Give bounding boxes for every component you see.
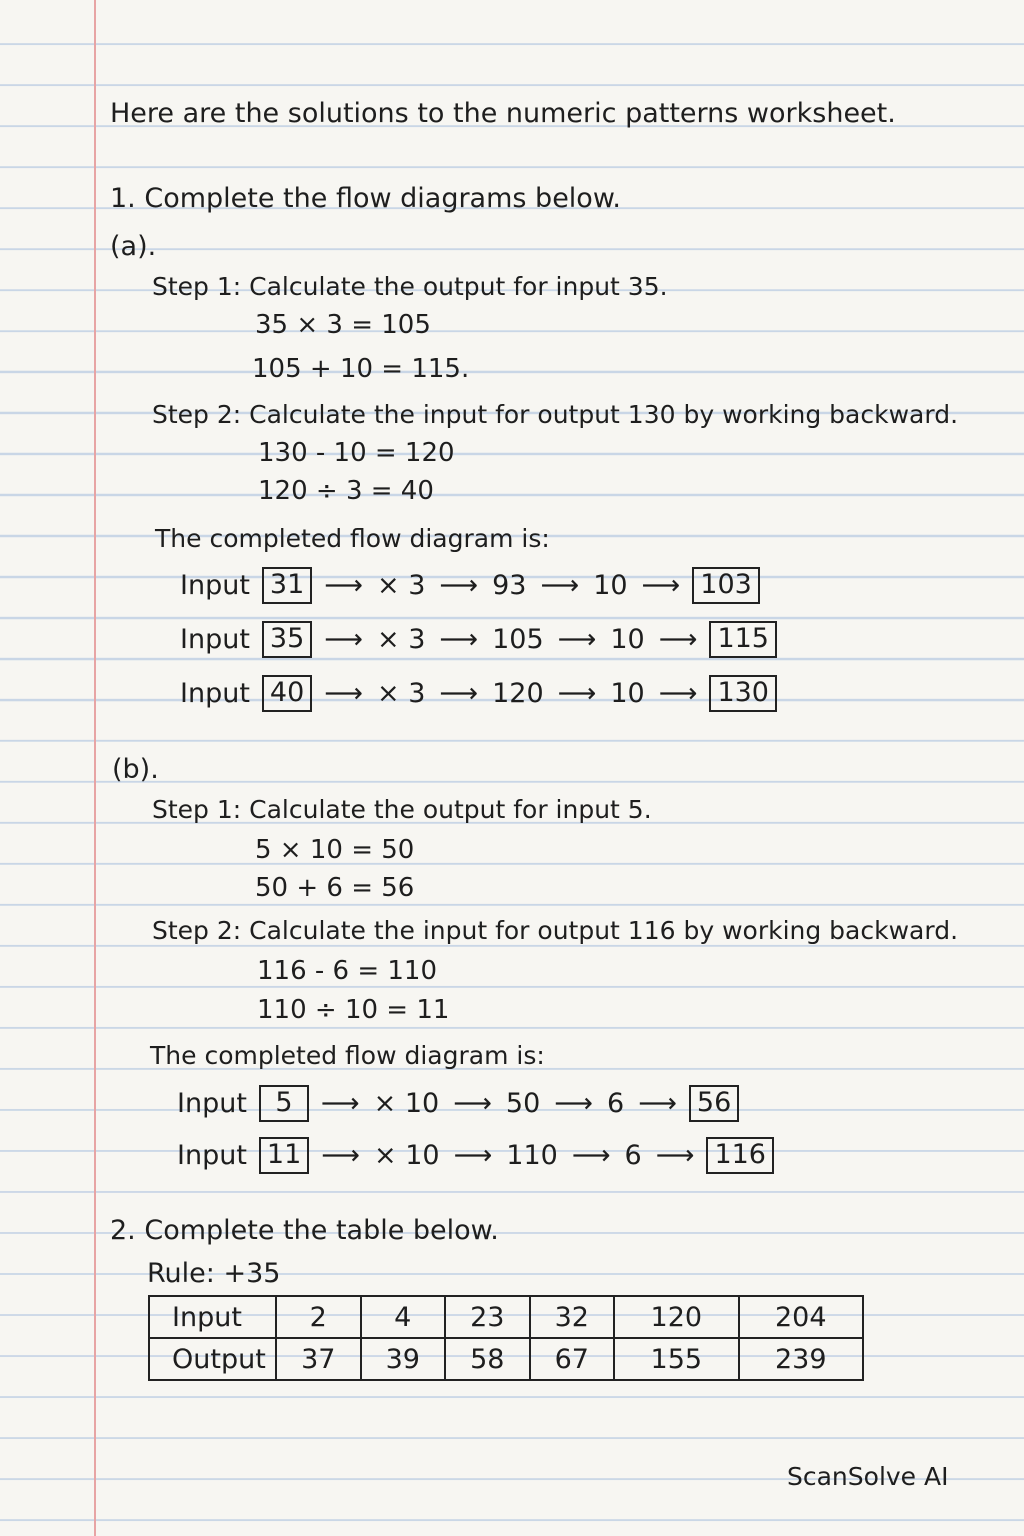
addend-value: 10 [610,624,645,656]
arrow-icon: ⟶ [439,570,479,602]
arrow-icon: ⟶ [658,624,698,656]
output-box: 116 [706,1137,774,1174]
arrow-icon: ⟶ [571,1140,611,1172]
part-b-label: (b). [112,754,159,785]
part-b-step-1: Step 1: Calculate the output for input 5. [152,795,652,824]
table-cell: 39 [361,1338,446,1380]
arrow-icon: ⟶ [453,1140,493,1172]
part-b-step-2-equation: 116 - 6 = 110 [257,956,438,986]
part-b-diagram-label: The completed flow diagram is: [150,1041,545,1070]
intermediate-value: 105 [492,624,544,656]
arrow-icon: ⟶ [324,678,363,710]
input-label: Input [177,1088,247,1120]
arrow-icon: ⟶ [324,570,363,602]
table-header-cell: Input [149,1296,276,1338]
part-a-step-1-equation: 105 + 10 = 115. [252,354,470,384]
table-cell: 32 [530,1296,615,1338]
question-1-title: 1. Complete the flow diagrams below. [110,183,622,214]
table-cell: 2 [276,1296,361,1338]
flow-row [180,675,777,712]
part-a-step-2-equation: 120 ÷ 3 = 40 [258,476,434,506]
addend-value: 10 [610,678,645,710]
table-cell: 23 [445,1296,530,1338]
table-header-cell: Output [149,1338,276,1380]
part-a-label: (a). [110,231,157,262]
arrow-icon: ⟶ [638,1088,677,1120]
input-box: 11 [259,1137,309,1174]
intermediate-value: 93 [492,570,527,602]
pattern-table [148,1295,864,1381]
arrow-icon: ⟶ [554,1088,593,1120]
part-a-step-1: Step 1: Calculate the output for input 35. [152,272,668,301]
notebook-margin-line [94,0,96,1536]
table-cell: 67 [530,1338,615,1380]
rule-text: Rule: +35 [147,1258,281,1289]
flow-row [180,621,777,658]
part-b-step-2-equation: 110 ÷ 10 = 11 [257,995,450,1025]
input-box: 31 [262,567,312,604]
intro-text: Here are the solutions to the numeric patterns worksheet. [110,98,896,129]
table-cell: 204 [739,1296,863,1338]
part-a-step-2-equation: 130 - 10 = 120 [258,438,455,468]
input-box: 40 [262,675,312,712]
part-b-step-2: Step 2: Calculate the input for output 116 by working backward. [152,916,959,945]
table-cell: 239 [739,1338,863,1380]
arrow-icon: ⟶ [439,678,479,710]
operation-text: × 10 [374,1140,440,1172]
intermediate-value: 110 [506,1140,558,1172]
table-cell: 4 [361,1296,446,1338]
part-b-step-1-equation: 50 + 6 = 56 [255,873,415,903]
question-2-title: 2. Complete the table below. [110,1215,499,1246]
table-cell: 155 [614,1338,738,1380]
input-label: Input [180,678,250,710]
table-cell: 58 [445,1338,530,1380]
input-label: Input [180,624,250,656]
part-a-diagram-label: The completed flow diagram is: [155,524,550,553]
arrow-icon: ⟶ [557,624,597,656]
table-row [149,1296,863,1338]
intermediate-value: 50 [505,1088,541,1120]
arrow-icon: ⟶ [540,570,580,602]
arrow-icon: ⟶ [321,1140,360,1172]
part-b-step-1-equation: 5 × 10 = 50 [255,835,415,865]
table-row [149,1338,863,1380]
intermediate-value: 120 [492,678,544,710]
arrow-icon: ⟶ [439,624,479,656]
arrow-icon: ⟶ [557,678,597,710]
part-a-step-2: Step 2: Calculate the input for output 130 by working backward. [152,400,959,429]
addend-value: 10 [593,570,628,602]
arrow-icon: ⟶ [324,624,363,656]
table-cell: 120 [614,1296,738,1338]
flow-row [177,1085,739,1122]
part-a-step-1-equation: 35 × 3 = 105 [255,310,431,340]
input-box: 35 [262,621,312,658]
input-box: 5 [259,1085,309,1122]
output-box: 103 [692,567,760,604]
flow-row [180,567,760,604]
arrow-icon: ⟶ [655,1140,695,1172]
operation-text: × 10 [373,1088,440,1120]
output-box: 115 [709,621,777,658]
input-label: Input [180,570,250,602]
addend-value: 6 [607,1088,625,1120]
operation-text: × 3 [377,570,426,602]
arrow-icon: ⟶ [641,570,681,602]
table-cell: 37 [276,1338,361,1380]
output-box: 130 [709,675,777,712]
operation-text: × 3 [377,624,426,656]
arrow-icon: ⟶ [658,678,698,710]
arrow-icon: ⟶ [320,1088,360,1120]
addend-value: 6 [624,1140,642,1172]
operation-text: × 3 [377,678,426,710]
footer-brand: ScanSolve AI [787,1462,949,1491]
flow-row [177,1137,774,1174]
output-box: 56 [689,1085,739,1122]
input-label: Input [177,1140,247,1172]
arrow-icon: ⟶ [453,1088,492,1120]
